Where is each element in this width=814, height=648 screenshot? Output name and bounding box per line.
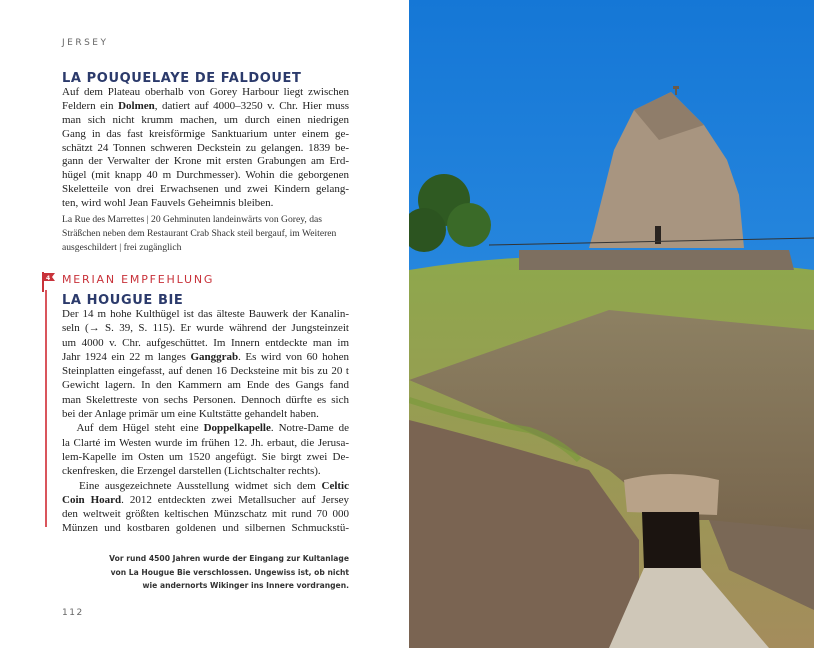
text-segment: um 4000 v. Chr. aufgeschüttet. Im Innern entdeckte man im [62,336,349,349]
text-segment: man sich nicht krumm machen, um durch einen niedrigen [62,113,349,126]
text-line [62,142,349,156]
recommendation-bar [45,290,47,527]
text-line [62,321,349,335]
text-segment: den weltweit größten keltischen Münzschatz mit rund 70 000 [62,508,349,521]
bold-term: Coin Hoard [62,493,122,506]
address-info [62,213,349,254]
text-segment: , datiert auf 4000–3250 v. Chr. Hier muss [154,99,350,112]
text-segment: Auf dem Plateau oberhalb von Gorey Harbour liegt zwischen [62,86,349,98]
la-hougue-bie-photo [409,0,814,648]
text-segment: gann der Verwalter der Krone mit ersten Grabungen am Erd- [62,155,349,168]
section-body-hougue-bie [62,307,349,536]
text-line [62,197,349,211]
text-line [62,378,349,392]
text-segment: ten, wird wohl Jean Fauvels Geheimnis bleiben. [62,197,274,210]
text-line [62,114,349,128]
merian-recommendation-label: MERIAN EMPFEHLUNG [62,273,215,286]
bold-term: Celtic [321,479,349,492]
address-line: Sträßchen neben dem Restaurant Crab Shack steil bergauf, im Weiteren [62,227,337,239]
text-segment: man Skelettreste von sechs Personen. Dennoch dürfte es sich [62,393,349,406]
text-line [62,407,349,421]
photo-caption [100,552,349,593]
bold-term: Ganggrab [190,350,239,363]
text-line [62,464,349,478]
text-line [62,155,349,169]
text-segment: Steinplatten eingefasst, auf denen 16 Decksteine mit bis zu 20 t [62,365,349,378]
text-segment: Münzen und kostbaren goldenen und silbernen Schmuckstü- [62,522,349,535]
text-line [62,169,349,183]
bold-term: Dolmen [118,99,155,112]
text-segment: Gewicht lagern. In den Kammern am Ende des Gangs fand [62,379,349,392]
text-segment: Skeletteile von drei Erwachsenen und zwei Kindern gelang- [62,183,349,196]
address-line: ausgeschildert | frei zugänglich [62,241,182,253]
page-number: 112 [62,608,84,618]
text-segment: Der 14 m hohe Kulthügel ist das älteste Bauwerk der Kanalin- [62,308,349,320]
text-line [62,393,349,407]
text-line [62,350,349,364]
running-head: JERSEY [62,38,109,48]
text-segment: bei der Anlage primär um eine Kultstätte gehandelt haben. [62,408,319,421]
text-segment: seln (→ S. 39, S. 115). Er wurde während der Jungsteinzeit [62,322,349,335]
text-line [62,183,349,197]
caption-line: wie andernorts Wikinger ins Innere vordrangen. [142,581,349,590]
text-line [62,128,349,142]
address-line: La Rue des Marrettes | 20 Gehminuten landeinwärts von Gorey, das [62,214,322,225]
text-line [62,493,349,507]
text-segment: la Clarté im Westen wurde im frühen 12. Jh. erbaut, die Jerusa- [62,436,349,449]
text-line [62,100,349,114]
text-segment: lem-Kapelle im Osten um 1520 angefügt. Sie birgt zwei De- [62,450,349,463]
text-segment: . Es wird von 60 hohen [238,350,349,363]
text-line [62,307,349,321]
bold-term: Doppelkapelle [203,422,271,435]
text-segment: . 2012 entdeckten zwei Metallsucher auf Jersey [121,493,349,506]
text-line [62,436,349,450]
text-segment: Feldern ein [62,99,119,112]
caption-line: von La Hougue Bie verschlossen. Ungewiss ist, ob nicht [110,567,349,577]
text-line [62,507,349,521]
section-title-pouquelaye: LA POUQUELAYE DE FALDOUET [62,71,302,86]
text-segment: ckenfresken, die Erzengel darstellen (Lichtschalter rechts). [62,465,321,478]
text-line [62,450,349,464]
text-segment: . Notre-Dame de [270,422,349,435]
section-body-pouquelaye [62,86,349,211]
merian-badge-number: 4 [46,275,51,282]
text-line [62,421,349,435]
text-segment: schätzt 24 Tonnen schweren Deckstein zu gelangen. 1839 be- [62,141,349,154]
text-line [62,336,349,350]
text-segment: Gang in das fast kreisförmige Sanktuarium unter einem ge- [62,127,349,140]
caption-line: Vor rund 4500 Jahren wurde der Eingang zur Kultanlage [109,554,349,563]
text-line [62,86,349,100]
text-segment: Eine ausgezeichnete Ausstellung widmet sich dem [62,479,322,492]
text-line [62,521,349,535]
text-line [62,479,349,493]
text-segment: Jahr 1924 ein 22 m langes [62,350,191,363]
text-segment: Auf dem Hügel steht eine [62,422,204,435]
text-segment: hügel (mit knapp 40 m Durchmesser). Wohin die geborgenen [62,169,349,182]
text-line [62,364,349,378]
section-title-hougue-bie: LA HOUGUE BIE [62,293,184,308]
